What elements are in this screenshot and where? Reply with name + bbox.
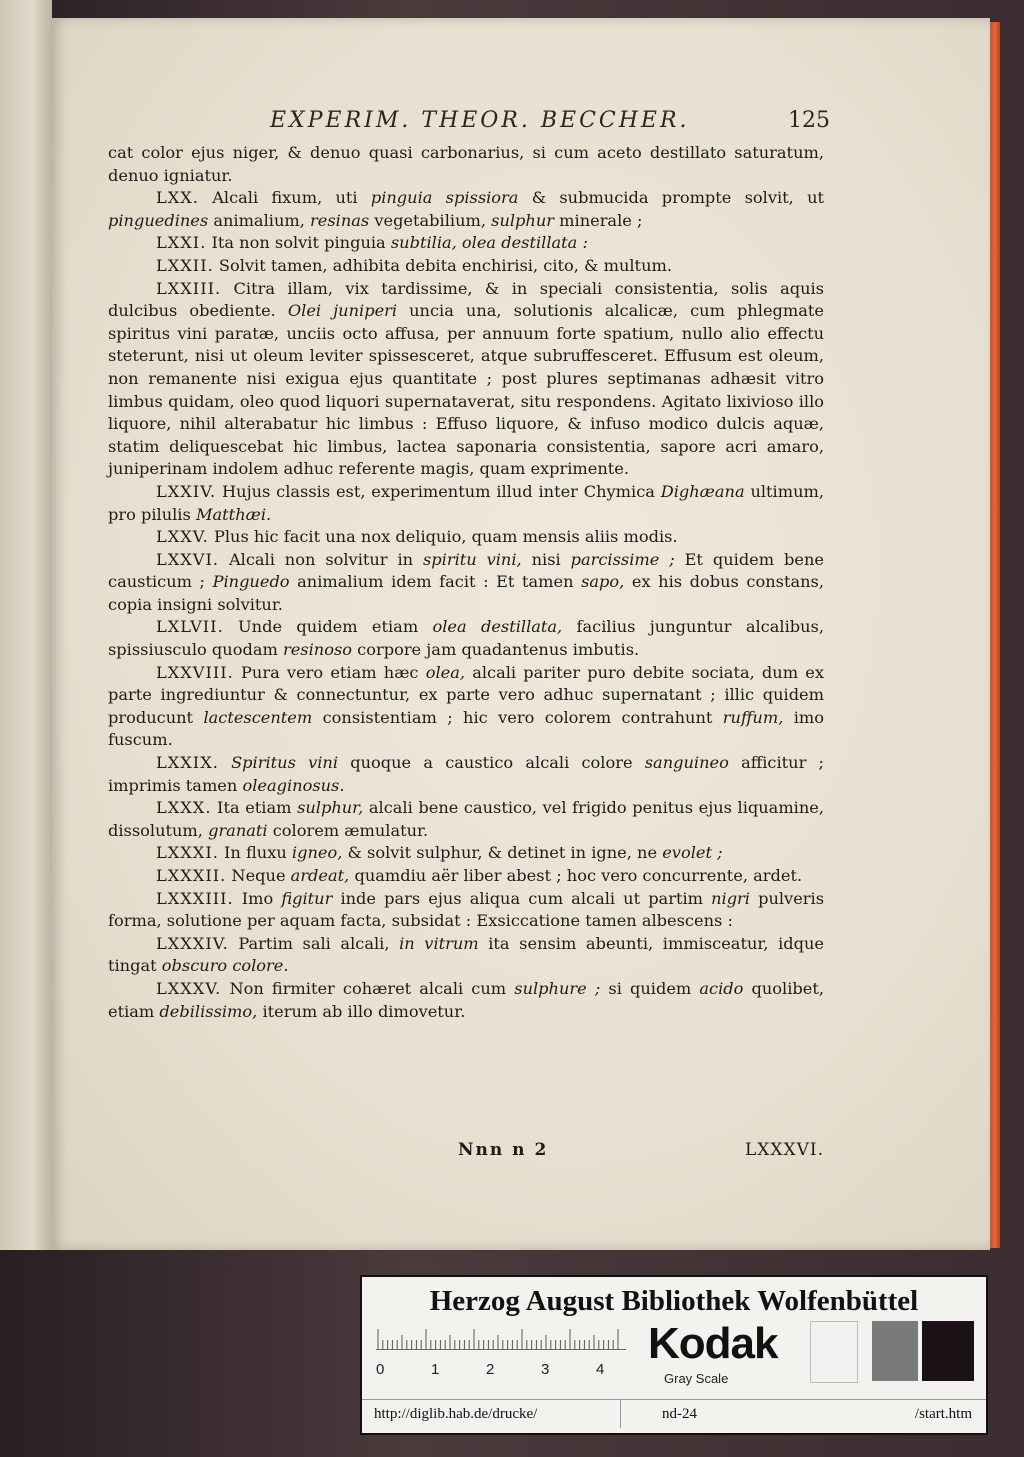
signature-mark: Nnn n 2 (458, 1140, 549, 1160)
ruler-tick-label: 0 (376, 1361, 385, 1378)
section-number: LXXXI. (156, 843, 219, 863)
text-run: Pura vero etiam hæc (233, 662, 426, 682)
text-run: inde pars ejus aliqua cum alcali ut partim (332, 888, 712, 908)
paragraph (108, 933, 824, 978)
text-run: quamdiu aër liber abest ; hoc vero concurrente, ardet. (349, 866, 803, 885)
text-run: ardeat, (290, 866, 350, 885)
swatch-dark (922, 1321, 974, 1381)
text-run: colorem æmulatur. (267, 820, 429, 840)
section-number: LXXX. (156, 798, 212, 818)
page-red-edge (990, 22, 1000, 1248)
text-run: parcissime ; (570, 549, 675, 569)
text-run: Olei juniperi (287, 301, 398, 321)
text-run: sulphur (491, 210, 555, 230)
paragraph (108, 752, 824, 797)
text-run: resinas (310, 210, 370, 230)
paragraph (108, 255, 824, 278)
text-run: in vitrum (399, 933, 479, 953)
paragraph (108, 481, 824, 526)
text-run: In fluxu (218, 843, 292, 863)
page-number: 125 (788, 108, 830, 133)
text-run: lactescentem (203, 707, 313, 727)
text-run: & submucida prompte solvit, ut (518, 188, 824, 208)
url-divider (620, 1400, 621, 1428)
text-run: evolet ; (662, 843, 723, 863)
text-run: & solvit sulphur, & detinet in igne, ne (342, 843, 663, 863)
text-run: Alcali non solvitur in (219, 549, 423, 569)
text-run: Partim sali alcali, (228, 933, 400, 953)
text-run: debilissimo, (159, 1001, 258, 1021)
text-run: quolibet, etiam (108, 978, 824, 1021)
paragraph (108, 797, 824, 842)
section-number: LXXVI. (156, 549, 220, 569)
section-number: LXXIV. (156, 481, 217, 501)
paragraph (108, 526, 824, 549)
text-run: nisi (521, 549, 571, 569)
kodak-logo: Kodak (648, 1319, 778, 1368)
text-run: ita sensim abeunti, immisceatur, idque tingat (108, 933, 824, 976)
text-run: Solvit tamen, adhibita debita enchirisi, cito, & multum. (213, 255, 672, 275)
url-row (362, 1399, 986, 1428)
paragraph (108, 187, 824, 232)
paragraph (108, 616, 824, 661)
ruler-tick-labels (376, 1361, 636, 1379)
ruler-tick-label: 1 (431, 1361, 440, 1378)
section-number: LXX. (156, 188, 199, 208)
text-run: igneo, (291, 843, 343, 863)
text-run: Citra illam, vix tardissime, & in speciali consistentia, solis aquis dulcibus obediente. (108, 278, 824, 321)
text-run: olea destillata, (432, 617, 563, 637)
section-number: LXXV. (156, 527, 209, 547)
catchword: LXXXVI. (745, 1140, 824, 1160)
text-run: Imo (233, 888, 282, 908)
text-run: ruffum, (722, 707, 784, 727)
text-run (219, 753, 231, 772)
swatch-mid (872, 1321, 918, 1381)
paragraph (108, 278, 824, 481)
text-run: afficitur ; imprimis tamen (108, 753, 824, 795)
text-run: olea, (425, 662, 466, 682)
text-run: si quidem (600, 978, 700, 998)
section-number: LXXII. (156, 255, 214, 275)
text-run: granati (208, 820, 268, 840)
paragraph (108, 662, 824, 752)
text-run: consistentiam ; hic vero colorem contrahunt (312, 707, 723, 727)
section-number: LXXIII. (156, 278, 222, 298)
ruler-tick-label: 2 (486, 1361, 495, 1378)
paragraph (108, 978, 824, 1023)
text-run: Dighæana (660, 481, 745, 501)
text-run: ultimum, pro pilulis (108, 481, 824, 524)
section-number: LXXXIII. (156, 888, 234, 908)
text-run: pinguedines (108, 210, 209, 230)
ruler-scale (376, 1329, 626, 1350)
text-run: Matthæi. (195, 504, 272, 524)
section-number: LXXI. (156, 233, 207, 253)
library-title: Herzog August Bibliothek Wolfenbüttel (429, 1285, 919, 1317)
text-run: quoque a caustico alcali colore (338, 753, 645, 773)
section-number: LXXXV. (156, 978, 222, 998)
text-run: imo fuscum. (108, 707, 824, 750)
text-run: animalium, (208, 210, 311, 230)
section-number: LXXVIII. (156, 662, 234, 682)
facing-page-edge (0, 0, 52, 1250)
text-run: Plus hic facit una nox deliquio, quam mensis aliis modis. (208, 527, 678, 547)
text-run: obscuro colore. (161, 956, 289, 976)
paragraph (108, 549, 824, 617)
text-run: minerale ; (554, 210, 643, 230)
section-number: LXXIX. (156, 753, 219, 773)
paragraph (108, 142, 824, 187)
text-run: Alcali fixum, uti (198, 188, 371, 208)
text-run: pulveris forma, solutione per aquam facta, subsidat : Exsiccatione tamen albescens : (108, 888, 824, 931)
text-run: Ita etiam (211, 798, 298, 818)
paragraph (108, 888, 824, 933)
start-path: /start.htm (914, 1406, 972, 1422)
text-run: acido (699, 978, 744, 998)
text-run: vegetabilium, (369, 210, 492, 230)
text-run: Non firmiter cohæret alcali cum (221, 978, 515, 998)
gray-scale-label: Gray Scale (664, 1371, 729, 1386)
text-run: Pinguedo (212, 572, 290, 592)
section-number: LXXXII. (156, 866, 227, 885)
text-run: Spiritus vini (231, 753, 339, 773)
paragraph (108, 865, 824, 888)
section-number: LXXXIV. (156, 933, 229, 953)
section-number: LXLVII. (156, 617, 224, 637)
text-run: Hujus classis est, experimentum illud inter Chymica (216, 481, 661, 501)
text-run: figitur (281, 888, 333, 908)
text-run: animalium idem facit : Et tamen (289, 572, 582, 592)
text-run: iterum ab illo dimovetur. (257, 1001, 466, 1021)
text-run: Neque (226, 866, 291, 885)
text-run: resinoso (282, 640, 353, 660)
text-run: nigri (711, 888, 750, 908)
ruler-tick-label: 3 (541, 1361, 550, 1378)
text-run: oleaginosus. (242, 775, 345, 795)
text-run: subtilia, olea destillata : (390, 233, 588, 253)
text-run: alcali bene caustico, vel frigido penitus ejus liquamine, dissolutum, (108, 798, 825, 840)
running-title: EXPERIM. THEOR. BECCHER. (270, 108, 690, 133)
text-run: spiritu vini, (422, 549, 522, 569)
text-run: ex his dobus constans, copia insigni solvitur. (108, 572, 824, 614)
text-run: Et quidem bene causticum ; (108, 549, 824, 592)
ruler-tick-label: 4 (596, 1361, 605, 1378)
shelf-code: nd-24 (662, 1406, 697, 1422)
text-run: alcali pariter puro debite sociata, dum ex parte ingrediuntur & connectuntur, ex parte vero adhuc supernatant ; illic quidem producunt (108, 662, 824, 727)
text-run: pinguia spissiora (370, 188, 519, 208)
text-run: uncia una, solutionis alcalicæ, cum phlegmate spiritus vini paratæ, unciis octo affusa, per annuum forte spatium, nullo alio effectu steterunt, nisi ut oleum leviter spissesceret, atque subruffesceret. Effusum est oleum, non remanente nisi exigua ejus quantitate ; post plures septimanas adhæsit vitro limbus quidam, oleo quod liquori supernataverat, situ respondens. Agitato lixivioso illo liquore, nihil alterabatur hic limbus : Effuso liquore, & infuso modico dulcis aquæ, statim deliquescebat hic limbus, lactea saponaria consistentia, sapore acri amaro, juniperinam indolem adhuc referente magis, quam exprimente. (108, 301, 824, 479)
text-run: sanguineo (644, 753, 729, 773)
text-run: cat color ejus niger, & denuo quasi carbonarius, si cum aceto destillato saturatum, denuo igniatur. (108, 143, 824, 185)
text-run: Ita non solvit pinguia (206, 233, 391, 253)
library-color-card (360, 1275, 988, 1435)
body-text (108, 142, 824, 1023)
running-head (270, 108, 830, 142)
library-url: http://diglib.hab.de/drucke/ (374, 1406, 538, 1422)
paragraph (108, 842, 824, 865)
text-run: facilius junguntur alcalibus, spissiusculo quodam (108, 617, 824, 660)
text-run: Unde quidem etiam (223, 617, 433, 637)
text-run: sulphur, (297, 798, 364, 818)
text-run: corpore jam quadantenus imbutis. (352, 640, 640, 660)
page-footer (108, 1140, 824, 1166)
text-run: sapo, (581, 572, 625, 592)
text-run: sulphure ; (514, 978, 601, 998)
swatch-light (810, 1321, 858, 1383)
paragraph (108, 232, 824, 255)
